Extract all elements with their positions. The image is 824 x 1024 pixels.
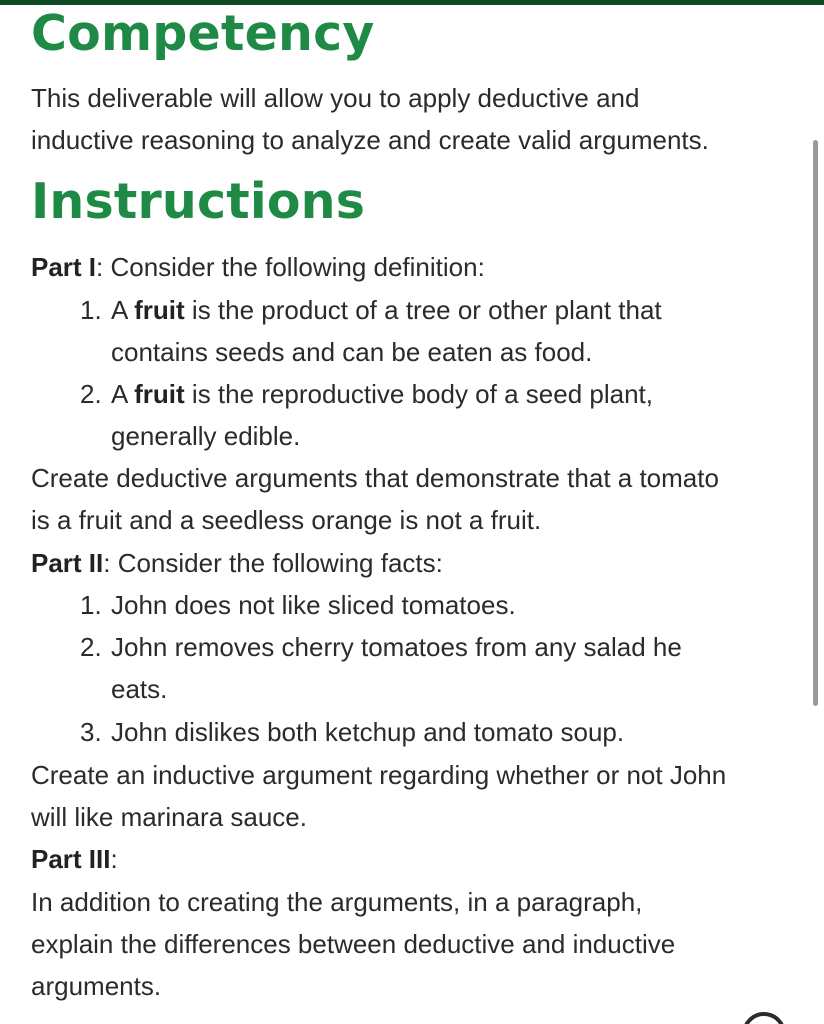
- competency-text-line-1: This deliverable will allow you to apply deductive and: [31, 83, 640, 113]
- list-item-text-continued: contains seeds and can be eaten as food.: [111, 337, 593, 367]
- fruit-term: fruit: [134, 379, 185, 409]
- list-item-text: John dislikes both ketchup and tomato soup.: [111, 717, 625, 747]
- fruit-term: fruit: [134, 295, 185, 325]
- part3-label: Part III: [31, 844, 111, 874]
- part1-intro: [31, 246, 485, 288]
- vertical-scrollbar[interactable]: [813, 140, 818, 706]
- circle-icon[interactable]: [742, 1012, 786, 1024]
- part2-task-line-1: Create an inductive argument regarding whether or not John: [31, 760, 727, 790]
- list-item-text-continued: eats.: [111, 674, 168, 704]
- part3-intro: Part III:: [31, 844, 118, 874]
- part1-task-line-2: is a fruit and a seedless orange is not a fruit.: [31, 505, 542, 535]
- list-item-text-continued: generally edible.: [111, 421, 301, 451]
- part1-intro-text: : Consider the following definition:: [96, 252, 485, 282]
- part2-intro: [31, 542, 443, 584]
- list-item-number: 1.: [80, 590, 102, 620]
- part2-task-line-2: will like marinara sauce.: [31, 802, 307, 832]
- list-item-text: A fruit is the reproductive body of a seed plant,: [111, 379, 653, 409]
- list-item-text: A fruit is the product of a tree or other plant that: [111, 295, 662, 325]
- part3-text-line-1: In addition to creating the arguments, in a paragraph,: [31, 887, 643, 917]
- part1-task-line-1: Create deductive arguments that demonstrate that a tomato: [31, 463, 719, 493]
- list-item-number: 1.: [80, 295, 102, 325]
- list-item-text: John does not like sliced tomatoes.: [111, 590, 516, 620]
- part3-text-line-3: arguments.: [31, 971, 162, 1001]
- part1-label: Part I: [31, 252, 97, 282]
- list-item-number: 2.: [80, 379, 102, 409]
- competency-text-line-2: inductive reasoning to analyze and create valid arguments.: [31, 125, 709, 155]
- part2-label: Part II: [31, 548, 104, 578]
- part3-text-line-2: explain the differences between deductive and inductive: [31, 929, 676, 959]
- instructions-heading: Instructions: [31, 173, 366, 230]
- part2-intro-text: : Consider the following facts:: [103, 548, 443, 578]
- list-item-number: 3.: [80, 717, 102, 747]
- competency-heading: Competency: [31, 5, 375, 62]
- list-item-text: John removes cherry tomatoes from any salad he: [111, 632, 682, 662]
- list-item-number: 2.: [80, 632, 102, 662]
